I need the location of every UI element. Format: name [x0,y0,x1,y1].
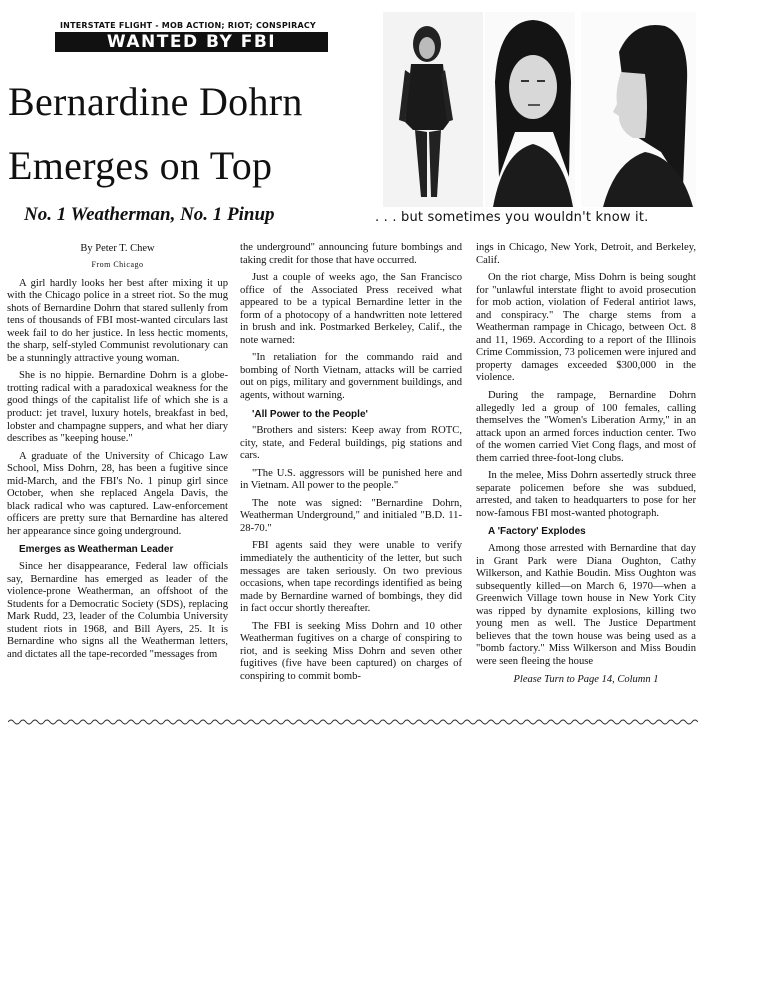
article-column-2 [240,242,462,689]
front-mug-shot [485,12,575,207]
paragraph: A girl hardly looks her best after mixing it up with the Chicago police in a street riot. So the mug shots of Bernardine Dohrn that stared sullenly from tens of thousands of FBI most-wanted circulars last week fail to do her justice. In less hectic moments, the sharp, self-styled Communist revolutionary can be a stunningly attractive young woman. [7,277,228,364]
mug-shot-photos [383,12,696,207]
dateline: From Chicago [91,260,144,269]
quoted-note: "In retaliation for the commando raid and bombing of North Vietnam, attacks will be carried out on pigs, military and government buildings, and agents, without warning. [240,352,462,402]
paragraph: During the rampage, Bernardine Dohrn allegedly led a group of 100 females, calling themselves the "Women's Liberation Army," in an attack upon an armed forces induction center. Two of the women carried Viet Cong flags, and most of them carried three-foot-long clubs. [476,390,696,464]
subhead: 'All Power to the People' [252,408,368,420]
subhead: Emerges as Weatherman Leader [19,544,174,556]
continued-note: Please Turn to Page 14, Column 1 [513,673,659,685]
subhead: A 'Factory' Explodes [488,526,586,538]
paragraph: Among those arrested with Bernardine that day in Grant Park were Diana Oughton, Cathy Wilkerson, and Kathie Boudin. Miss Oughton was subsequently killed—on March 6, 1970—when a Greenwich Village town house in New York City was ripped by dynamite explosions, killing two young men as well. The Justice Department believes that the town house was being used as a "bomb factory." Miss Wilkerson and Miss Boudin were seen fleeing the house [476,543,696,667]
paragraph: FBI agents said they were unable to verify immediately the authenticity of the letter, but such messages are taken seriously. On two previous occasions, when tape recordings identified as being made by Bernardine warned of bombings, they did in fact occur shortly thereafter. [240,540,462,615]
photo-caption: . . . but sometimes you wouldn't know it. [375,210,649,225]
paragraph: the underground" announcing future bombings and taking credit for those that have occurred. [240,242,462,266]
headline-line-1: Bernardine Dohrn [8,79,303,124]
full-length-photo [383,12,483,207]
bottom-wavy-rule [8,718,698,726]
paragraph: Since her disappearance, Federal law officials say, Bernardine has emerged as leader of the violence-prone Weatherman, an offshoot of the Students for a Democratic Society (SDS), replacing Mark Rudd, 23, leader of the Columbia University student riots in 1968, and Bill Ayers, 25. It is Bernardine who signs all the Weatherman letters, and dictates all the tape-recorded "messages from [7,561,228,660]
paragraph: Just a couple of weeks ago, the San Francisco office of the Associated Press received what appeared to be a typical Bernardine letter in the form of a photocopy of a handwritten note lettered in brush and ink. Postmarked Berkeley, Calif., the note warned: [240,272,462,346]
kicker-line: INTERSTATE FLIGHT - MOB ACTION; RIOT; CONSPIRACY [60,21,316,30]
article-column-1 [7,242,228,666]
paragraph: On the riot charge, Miss Dohrn is being sought for "unlawful interstate flight to avoid prosecution for mob action, violation of Federal antiriot laws, and conspiracy." The charge stems from a Weatherman rampage in Chicago, between Oct. 8 and 11, 1969. According to a report of the Illinois Crime Commission, 73 policemen were injured and property damages exceeded $300,000 in the violence. [476,272,696,384]
byline: By Peter T. Chew [80,243,155,254]
paragraph: "Brothers and sisters: Keep away from ROTC, city, state, and Federal buildings, pig stations and cars. [240,425,462,462]
headline-line-2: Emerges on Top [8,143,273,188]
paragraph: "The U.S. aggressors will be punished here and in Vietnam. All power to the people." [240,467,462,492]
paragraph: ings in Chicago, New York, Detroit, and Berkeley, Calif. [476,242,696,266]
paragraph: The note was signed: "Bernardine Dohrn, Weatherman Underground," and initialed "B.D. 11-28-70." [240,497,462,534]
deck-headline: No. 1 Weatherman, No. 1 Pinup [24,204,275,225]
paragraph: In the melee, Miss Dohrn assertedly struck three separate policemen before she was subdued, arrested, and taken to headquarters to pose for her now-famous FBI most-wanted photograph. [476,470,696,519]
wanted-banner: WANTED BY FBI [55,32,328,52]
paragraph: The FBI is seeking Miss Dohrn and 10 other Weatherman fugitives on a charge of conspiring to riot, and is seeking Miss Dohrn and seven other fugitives (five have been captured) on charges of conspiring to commit bomb- [240,620,462,682]
article-column-3 [476,242,696,686]
paragraph: A graduate of the University of Chicago Law School, Miss Dohrn, 28, has been a fugitive since mid-March, and the FBI's No. 1 pinup girl since October, when she replaced Angela Davis, the black radical who was captured. Law-enforcement officers are pretty sure that Bernardine has altered her appearance since going underground. [7,450,228,537]
paragraph: She is no hippie. Bernardine Dohrn is a globe-trotting radical with a paradoxical weakness for the good things of the capitalist life of which she is a product: jet travel, luxury hotels, breakfast in bed, lobster and champagne suppers, and what her diary describes as "keeping house." [7,370,228,445]
profile-mug-shot [581,12,696,207]
